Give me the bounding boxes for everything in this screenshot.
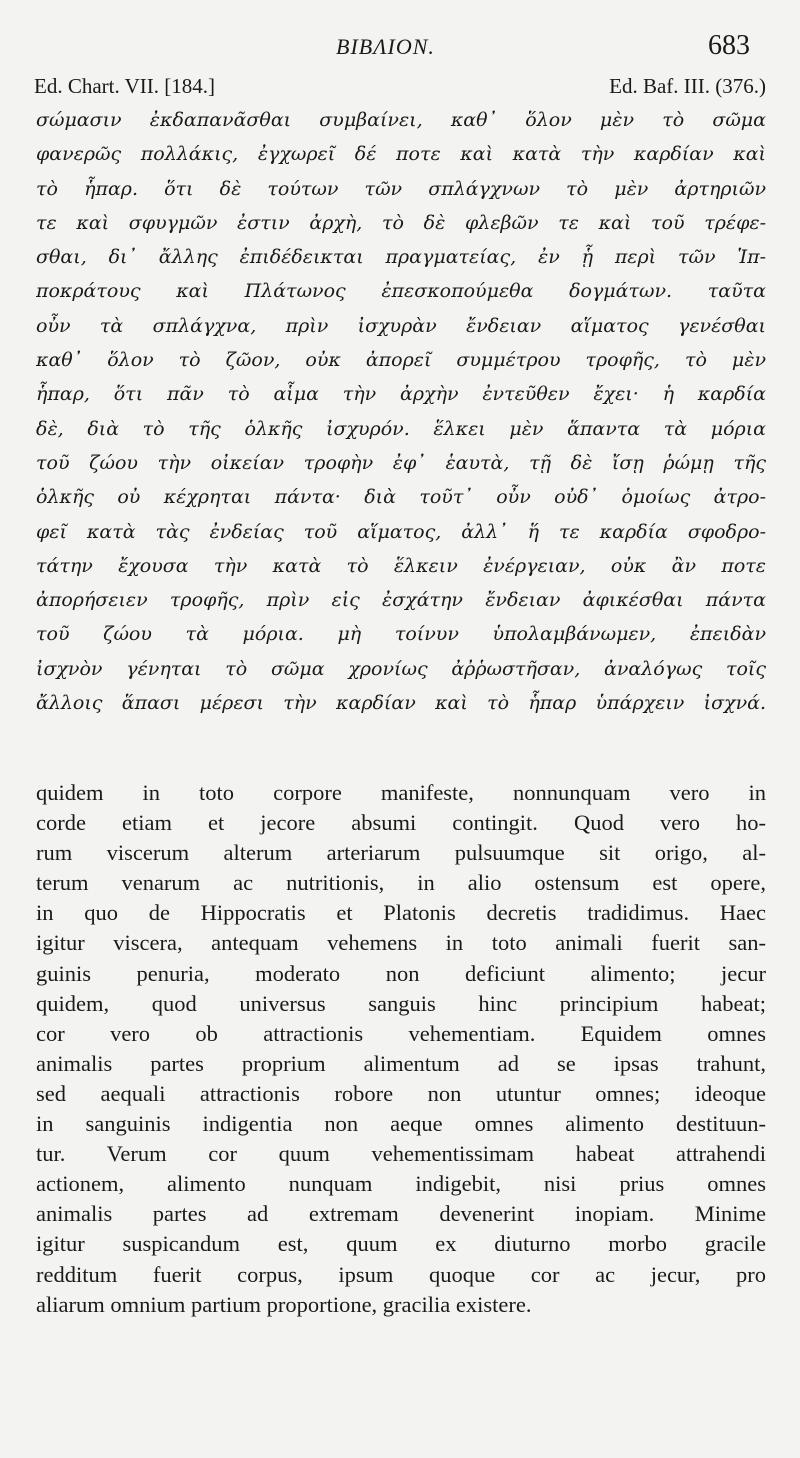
greek-text-block bbox=[36, 103, 766, 720]
latin-line: in sanguinis indigentia non aeque omnes alimento destituun- bbox=[36, 1111, 766, 1137]
latin-line: quidem, quod universus sanguis hinc principium habeat; bbox=[36, 990, 766, 1016]
greek-line: δὲ, διὰ τὸ τῆς ὁλκῆς ἰσχυρόν. ἕλκει μὲν ἅπαντα τὰ μόρια bbox=[36, 417, 766, 440]
greek-line: τὸ ἧπαρ. ὅτι δὲ τούτων τῶν σπλάγχνων τὸ μὲν ἀρτηριῶν bbox=[36, 177, 766, 200]
latin-line: animalis partes ad extremam devenerint inopiam. Minime bbox=[36, 1201, 766, 1227]
latin-line: actionem, alimento nunquam indigebit, nisi prius omnes bbox=[36, 1171, 766, 1197]
running-title: ΒΙΒΛΙΟΝ. bbox=[336, 34, 435, 59]
greek-line: ἰσχνὸν γένηται τὸ σῶμα χρονίως ἀῤῥωστῆσαν, ἀναλόγως τοῖς bbox=[36, 657, 766, 680]
greek-line: ἄλλοις ἅπασι μέρεσι τὴν καρδίαν καὶ τὸ ἧπαρ ὑπάρχειν ἰσχνά. bbox=[36, 692, 766, 715]
latin-line: cor vero ob attractionis vehementiam. Equidem omnes bbox=[36, 1020, 766, 1046]
latin-line: corde etiam et jecore absumi contingit. Quod vero ho- bbox=[36, 810, 766, 836]
greek-line: ὁλκῆς οὐ κέχρηται πάντα· διὰ τοῦτ᾽ οὖν οὐδ᾽ ὁμοίως ἀτρο- bbox=[36, 486, 766, 509]
running-head bbox=[0, 28, 800, 68]
edition-chartier-reference: Ed. Chart. VII. [184.] bbox=[34, 74, 215, 98]
latin-line: redditum fuerit corpus, ipsum quoque cor ac jecur, pro bbox=[36, 1261, 766, 1287]
latin-line: tur. Verum cor quum vehementissimam habeat attrahendi bbox=[36, 1141, 766, 1167]
latin-line: rum viscerum alterum arteriarum pulsuumque sit origo, al- bbox=[36, 840, 766, 866]
greek-line: ἀπορήσειεν τροφῆς, πρὶν εἰς ἐσχάτην ἔνδειαν ἀφικέσθαι πάντα bbox=[36, 589, 766, 612]
greek-line: οὖν τὰ σπλάγχνα, πρὶν ἰσχυρὰν ἔνδειαν αἵματος γενέσθαι bbox=[36, 314, 766, 337]
latin-line: igitur suspicandum est, quum ex diuturno morbo gracile bbox=[36, 1231, 766, 1257]
page-number: 683 bbox=[708, 30, 750, 61]
latin-line: animalis partes proprium alimentum ad se ipsas trahunt, bbox=[36, 1050, 766, 1076]
latin-text-block bbox=[36, 778, 766, 1320]
greek-line: σθαι, δι᾽ ἄλλης ἐπιδέδεικται πραγματείας, ἐν ᾗ περὶ τῶν Ἱπ- bbox=[36, 246, 766, 269]
greek-line: φανερῶς πολλάκις, ἐγχωρεῖ δέ ποτε καὶ κατὰ τὴν καρδίαν καὶ bbox=[36, 143, 766, 166]
greek-line: σώμασιν ἐκδαπανᾶσθαι συμβαίνει, καθ᾽ ὅλον μὲν τὸ σῶμα bbox=[36, 109, 766, 131]
greek-line: τοῦ ζώου τὰ μόρια. μὴ τοίνυν ὑπολαμβάνωμεν, ἐπειδὰν bbox=[36, 623, 766, 646]
greek-line: καθ᾽ ὅλον τὸ ζῶον, οὐκ ἀπορεῖ συμμέτρου τροφῆς, τὸ μὲν bbox=[36, 349, 766, 372]
edition-basel-reference: Ed. Baf. III. (376.) bbox=[609, 74, 766, 98]
latin-line: sed aequali attractionis robore non utuntur omnes; ideoque bbox=[36, 1080, 766, 1106]
latin-line: terum venarum ac nutritionis, in alio ostensum est opere, bbox=[36, 870, 766, 896]
greek-line: ποκράτους καὶ Πλάτωνος ἐπεσκοπούμεθα δογμάτων. ταῦτα bbox=[36, 280, 766, 303]
greek-line: φεῖ κατὰ τὰς ἐνδείας τοῦ αἵματος, ἀλλ᾽ ἥ τε καρδία σφοδρο- bbox=[36, 520, 766, 543]
latin-line: quidem in toto corpore manifeste, nonnunquam vero in bbox=[36, 780, 766, 805]
greek-line: τε καὶ σφυγμῶν ἐστιν ἀρχὴ, τὸ δὲ φλεβῶν τε καὶ τοῦ τρέφε- bbox=[36, 211, 766, 234]
greek-line: ἧπαρ, ὅτι πᾶν τὸ αἷμα τὴν ἀρχὴν ἐντεῦθεν ἔχει· ἡ καρδία bbox=[36, 383, 766, 406]
latin-line: guinis penuria, moderato non deficiunt alimento; jecur bbox=[36, 960, 766, 986]
latin-line: in quo de Hippocratis et Platonis decretis tradidimus. Haec bbox=[36, 900, 766, 926]
greek-line: τοῦ ζώου τὴν οἰκείαν τροφὴν ἐφ᾽ ἑαυτὰ, τῇ δὲ ἴσῃ ῥώμῃ τῆς bbox=[36, 451, 766, 474]
greek-line: τάτην ἔχουσα τὴν κατὰ τὸ ἕλκειν ἐνέργειαν, οὐκ ἂν ποτε bbox=[36, 554, 766, 577]
latin-line: igitur viscera, antequam vehemens in toto animali fuerit san- bbox=[36, 930, 766, 956]
latin-line: aliarum omnium partium proportione, gracilia existere. bbox=[36, 1291, 532, 1317]
